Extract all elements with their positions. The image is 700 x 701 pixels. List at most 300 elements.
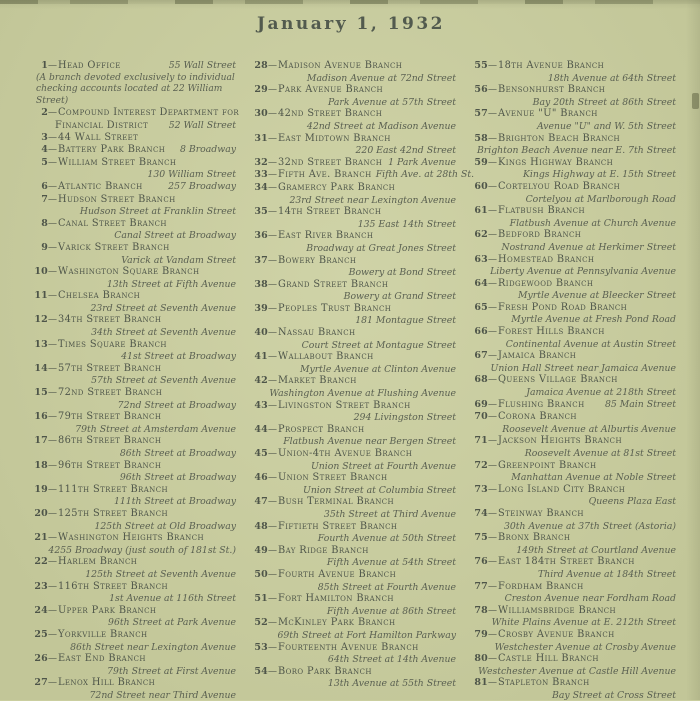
branch-name: 44 Wall Street <box>58 131 139 143</box>
branch-name: Madison Avenue Branch <box>278 60 403 71</box>
branch-name: Hudson Street Branch <box>58 193 176 205</box>
number-dash: — <box>48 436 57 447</box>
branch-name: Yorkville Branch <box>58 628 148 640</box>
branch-address: Fifth Ave. at 28th St. <box>375 169 475 181</box>
branch-number: 39 <box>254 302 268 314</box>
branch-address: Roosevelt Avenue at Alburtis Avenue <box>502 423 676 435</box>
number-dash: — <box>488 133 497 144</box>
branch-name: Livingston Street Branch <box>278 399 411 411</box>
branch-number: 29 <box>254 84 268 96</box>
branch-address: 23rd Street near Lexington Avenue <box>289 194 456 206</box>
branch-number: 8 <box>41 217 48 229</box>
branch-address: 257 Broadway <box>168 180 236 192</box>
branch-address: White Plains Avenue at E. 212th Street <box>491 617 676 629</box>
branch-directory <box>28 60 674 701</box>
branch-entry-line <box>468 350 676 363</box>
branch-entry <box>248 133 456 157</box>
branch-entry <box>248 351 456 375</box>
number-dash: — <box>488 327 497 338</box>
number-dash: — <box>488 581 497 592</box>
number-dash: — <box>48 194 57 205</box>
branch-address: 294 Livingston Street <box>353 412 456 424</box>
number-dash: — <box>268 255 277 266</box>
branch-address: Bowery at Grand Street <box>343 291 456 303</box>
branch-name: Flatbush Branch <box>498 205 585 217</box>
branch-name: 79th Street Branch <box>58 411 162 423</box>
branch-entry-line <box>468 629 676 642</box>
branch-name: Bensonhurst Branch <box>498 84 606 96</box>
branch-name: Corona Branch <box>498 411 577 423</box>
branch-entry-line <box>468 302 676 315</box>
branch-address: 18th Avenue at 64th Street <box>547 72 676 84</box>
branch-entry <box>248 593 456 617</box>
branch-name: Union-4th Avenue Branch <box>278 448 413 459</box>
branch-address: 96th Street at Broadway <box>119 472 236 484</box>
branch-entry-line <box>468 581 676 594</box>
branch-entry-line <box>28 605 236 618</box>
branch-address: Fifth Avenue at 86th Street <box>326 605 456 617</box>
number-dash: — <box>488 436 497 447</box>
branch-entry-line <box>28 157 236 170</box>
branch-name: Bowery Branch <box>278 254 357 266</box>
branch-name: Greenpoint Branch <box>498 459 597 471</box>
branch-entry-line <box>248 496 456 509</box>
branch-number: 37 <box>254 254 268 266</box>
branch-name: Head Office <box>58 60 121 71</box>
branch-number: 17 <box>34 435 48 447</box>
branch-address: Myrtle Avenue at Clinton Avenue <box>299 363 456 375</box>
branch-number: 23 <box>34 580 48 592</box>
branch-number: 66 <box>474 326 488 338</box>
number-dash: — <box>488 412 497 423</box>
branch-entry-line <box>28 435 236 448</box>
branch-entry <box>468 532 676 556</box>
branch-number: 10 <box>34 266 48 278</box>
branch-name: 57th Street Branch <box>58 362 162 374</box>
branch-entry <box>28 144 236 157</box>
branch-number: 75 <box>474 532 488 544</box>
branch-number: 28 <box>254 60 268 71</box>
branch-name: Washington Heights Branch <box>58 532 204 544</box>
branch-name: Union Street Branch <box>278 472 388 484</box>
branch-entry-line <box>28 132 236 145</box>
directory-column-2 <box>248 60 475 701</box>
branch-address: Fifth Avenue at 54th Street <box>326 557 456 569</box>
branch-entry <box>28 484 236 508</box>
branch-entry-line <box>28 387 236 400</box>
number-dash: — <box>488 181 497 192</box>
branch-entry-line <box>248 545 456 558</box>
number-dash: — <box>268 473 277 484</box>
number-dash: — <box>48 678 57 689</box>
branch-entry-line <box>248 84 456 97</box>
branch-name: Times Square Branch <box>58 338 167 350</box>
branch-address: 35th Street at Third Avenue <box>323 508 456 520</box>
branch-number: 3 <box>41 131 48 143</box>
branch-entry <box>468 484 676 508</box>
branch-number: 36 <box>254 230 268 242</box>
branch-entry-line <box>468 556 676 569</box>
branch-entry <box>28 132 236 145</box>
branch-entry <box>248 108 456 132</box>
branch-number: 40 <box>254 327 268 339</box>
branch-entry-line <box>28 181 236 194</box>
branch-name: 14th Street Branch <box>278 206 382 218</box>
branch-number: 38 <box>254 278 268 290</box>
branch-number: 6 <box>41 180 48 192</box>
branch-entry-line <box>248 448 456 461</box>
number-dash: — <box>48 108 57 119</box>
branch-address: 86th Street near Lexington Avenue <box>70 641 236 653</box>
branch-address: Union Hall Street near Jamaica Avenue <box>490 362 676 374</box>
branch-name: Upper Park Branch <box>58 604 157 616</box>
branch-number: 55 <box>474 60 488 71</box>
branch-name: Market Branch <box>278 375 357 387</box>
number-dash: — <box>488 678 497 689</box>
branch-address: 55 Wall Street <box>168 60 236 71</box>
branch-entry <box>468 399 676 412</box>
branch-entry-line <box>28 581 236 594</box>
number-dash: — <box>488 605 497 616</box>
number-dash: — <box>268 400 277 411</box>
branch-entry-line <box>248 424 456 437</box>
branch-name: 86th Street Branch <box>58 435 162 447</box>
branch-entry-line <box>28 460 236 473</box>
branch-entry <box>28 181 236 194</box>
branch-entry <box>28 653 236 677</box>
number-dash: — <box>488 157 497 168</box>
branch-entry-line <box>28 532 236 545</box>
page-title: January 1, 1932 <box>256 14 446 34</box>
branch-number: 51 <box>254 593 268 605</box>
branch-name: Williamsbridge Branch <box>498 604 617 616</box>
number-dash: — <box>268 182 277 193</box>
number-dash: — <box>488 109 497 120</box>
branch-entry <box>468 435 676 459</box>
number-dash: — <box>268 328 277 339</box>
branch-entry-line <box>248 642 456 655</box>
branch-number: 44 <box>254 423 268 435</box>
branch-entry-line <box>248 569 456 582</box>
branch-address: Avenue "U" and W. 5th Street <box>536 120 676 132</box>
branch-address: 41st Street at Broadway <box>121 351 236 363</box>
directory-column-3 <box>468 60 676 701</box>
branch-name: Steinway Branch <box>498 507 584 519</box>
branch-number: 7 <box>41 193 48 205</box>
number-dash: — <box>48 605 57 616</box>
branch-name: Bronx Branch <box>498 532 571 544</box>
branch-entry <box>468 229 676 253</box>
number-dash: — <box>48 484 57 495</box>
branch-number: 19 <box>34 483 48 495</box>
branch-entry-line <box>468 133 676 146</box>
branch-entry <box>28 677 236 701</box>
branch-entry-line <box>468 508 676 521</box>
branch-entry-line <box>468 229 676 242</box>
number-dash: — <box>488 557 497 568</box>
branch-number: 67 <box>474 350 488 362</box>
number-dash: — <box>48 242 57 253</box>
branch-entry-line <box>28 629 236 642</box>
number-dash: — <box>488 206 497 217</box>
branch-address: 23rd Street at Seventh Avenue <box>90 302 236 314</box>
branch-name: 96th Street Branch <box>58 459 162 471</box>
branch-note: (A branch devoted exclusively to individual checking accounts located at 22 William Street) <box>36 72 235 106</box>
number-dash: — <box>488 254 497 265</box>
page-edge-mark <box>692 93 699 109</box>
branch-entry-line <box>468 84 676 97</box>
branch-address: 1 Park Avenue <box>388 156 456 168</box>
branch-entry-line <box>468 411 676 424</box>
branch-entry <box>248 60 456 84</box>
branch-address: 86th Street at Broadway <box>119 448 236 459</box>
branch-name: Park Avenue Branch <box>278 84 384 96</box>
number-dash: — <box>488 61 497 71</box>
branch-entry <box>28 194 236 218</box>
branch-number: 49 <box>254 544 268 556</box>
branch-entry <box>28 435 236 459</box>
branch-address: 69th Street at Fort Hamilton Parkway <box>277 629 456 641</box>
branch-entry <box>248 255 456 279</box>
number-dash: — <box>48 581 57 592</box>
branch-name: Atlantic Branch <box>58 180 143 192</box>
branch-entry-line <box>468 605 676 618</box>
branch-name: Prospect Branch <box>278 423 365 435</box>
branch-entry <box>468 108 676 132</box>
branch-address: Canal Street at Broadway <box>114 230 236 242</box>
number-dash: — <box>48 132 57 143</box>
number-dash: — <box>48 291 57 302</box>
branch-address: 149th Street at Courtland Avenue <box>516 544 676 556</box>
branch-name: East River Branch <box>278 230 374 242</box>
branch-address: 72nd Street near Third Avenue <box>89 689 236 701</box>
branch-entry-line <box>248 617 456 630</box>
branch-number: 73 <box>474 483 488 495</box>
branch-entry-line <box>28 266 236 279</box>
branch-name: Brighton Beach Branch <box>498 132 621 144</box>
branch-address: 42nd Street at Madison Avenue <box>306 120 456 132</box>
branch-address: Washington Avenue at Flushing Avenue <box>269 388 456 400</box>
branch-entry <box>28 556 236 580</box>
branch-name: Forest Hills Branch <box>498 326 605 338</box>
branch-entry-line <box>248 279 456 292</box>
branch-number: 26 <box>34 653 48 665</box>
number-dash: — <box>268 545 277 556</box>
branch-entry <box>468 653 676 677</box>
branch-entry-line <box>28 653 236 666</box>
number-dash: — <box>268 666 277 677</box>
branch-address: Queens Plaza East <box>588 496 676 508</box>
number-dash: — <box>268 85 277 96</box>
branch-number: 53 <box>254 641 268 653</box>
branch-name: Varick Street Branch <box>58 241 170 253</box>
branch-entry <box>248 230 456 254</box>
number-dash: — <box>48 654 57 665</box>
branch-entry <box>468 326 676 350</box>
branch-address: Varick at Vandam Street <box>121 254 236 266</box>
branch-number: 27 <box>34 677 48 689</box>
directory-column-1 <box>28 60 240 701</box>
number-dash: — <box>268 170 277 181</box>
branch-entry-line <box>248 133 456 146</box>
branch-name: Queens Village Branch <box>498 374 618 386</box>
number-dash: — <box>268 61 277 71</box>
branch-number: 50 <box>254 568 268 580</box>
branch-entry <box>468 460 676 484</box>
branch-number: 77 <box>474 580 488 592</box>
branch-address: 1st Avenue at 116th Street <box>109 593 236 605</box>
branch-number: 9 <box>41 241 48 253</box>
branch-entry <box>28 314 236 338</box>
branch-name: Castle Hill Branch <box>498 653 599 665</box>
page-top-edge-shadow <box>0 0 700 4</box>
branch-address: Manhattan Avenue at Noble Street <box>511 472 676 484</box>
branch-entry <box>248 279 456 303</box>
branch-number: 57 <box>474 108 488 120</box>
branch-entry-line <box>468 278 676 291</box>
branch-address: 72nd Street at Broadway <box>117 399 236 411</box>
branch-name: Avenue "U" Branch <box>498 108 598 120</box>
branch-entry-line <box>28 218 236 231</box>
branch-entry <box>248 642 456 666</box>
branch-entry <box>248 545 456 569</box>
branch-entry <box>248 424 456 448</box>
branch-entry <box>28 532 236 556</box>
number-dash: — <box>488 629 497 640</box>
branch-entry <box>248 496 456 520</box>
branch-number: 76 <box>474 556 488 568</box>
number-dash: — <box>268 207 277 218</box>
branch-number: 64 <box>474 277 488 289</box>
branch-address: 125th Street at Old Broadway <box>94 520 236 532</box>
branch-number: 52 <box>254 617 268 629</box>
branch-address: Brighton Beach Avenue near E. 7th Street <box>476 145 676 157</box>
branch-address: 135 East 14th Street <box>357 218 456 230</box>
branch-number: 54 <box>254 665 268 677</box>
branch-entry <box>28 363 236 387</box>
branch-entry-line <box>468 157 676 170</box>
number-dash: — <box>488 460 497 471</box>
branch-entry <box>248 521 456 545</box>
branch-address: Bay Street at Cross Street <box>551 689 676 701</box>
branch-number: 80 <box>474 653 488 665</box>
branch-entry-line <box>248 327 456 340</box>
branch-number: 70 <box>474 411 488 423</box>
branch-name: Bush Terminal Branch <box>278 496 395 508</box>
branch-address: Park Avenue at 57th Street <box>328 96 456 108</box>
branch-entry <box>468 556 676 580</box>
branch-entry <box>468 60 676 84</box>
number-dash: — <box>268 376 277 387</box>
branch-entry-line <box>248 351 456 364</box>
branch-name: Gramercy Park Branch <box>278 181 396 193</box>
branch-number: 2 <box>41 107 48 119</box>
number-dash: — <box>268 569 277 580</box>
branch-name: Peoples Trust Branch <box>278 302 392 314</box>
branch-entry <box>248 84 456 108</box>
branch-address: 85 Main Street <box>604 398 676 410</box>
branch-number: 62 <box>474 229 488 241</box>
branch-entry <box>248 327 456 351</box>
branch-entry <box>248 472 456 496</box>
branch-name-continued: Financial District <box>55 119 149 131</box>
branch-name: East 184th Street Branch <box>498 556 635 568</box>
branch-number: 5 <box>41 156 48 168</box>
branch-entry-line <box>248 60 456 73</box>
branch-name: 116th Street Branch <box>58 580 168 592</box>
branch-number: 48 <box>254 520 268 532</box>
branch-entry-line <box>28 484 236 497</box>
branch-address: Liberty Avenue at Pennsylvania Avenue <box>490 266 676 278</box>
branch-entry-line <box>468 374 676 387</box>
branch-number: 35 <box>254 206 268 218</box>
branch-number: 18 <box>34 459 48 471</box>
branch-entry <box>248 182 456 206</box>
branch-name: 18th Avenue Branch <box>498 60 605 71</box>
branch-address: 79th Street at Amsterdam Avenue <box>75 423 236 435</box>
branch-name: Homestead Branch <box>498 253 595 265</box>
branch-address: Westchester Avenue at Crosby Avenue <box>494 641 676 653</box>
branch-address: 13th Street at Fifth Avenue <box>106 278 236 290</box>
branch-number: 59 <box>474 156 488 168</box>
branch-entry-line <box>28 60 236 73</box>
branch-entry-line <box>248 255 456 268</box>
number-dash: — <box>488 533 497 544</box>
number-dash: — <box>268 109 277 120</box>
branch-entry-line <box>248 182 456 195</box>
branch-entry <box>28 629 236 653</box>
branch-entry <box>468 677 676 701</box>
branch-number: 14 <box>34 362 48 374</box>
number-dash: — <box>268 157 277 168</box>
branch-entry <box>468 629 676 653</box>
branch-entry <box>248 569 456 593</box>
branch-number: 47 <box>254 496 268 508</box>
branch-entry-line <box>28 107 240 120</box>
branch-name: Harlem Branch <box>58 556 138 568</box>
branch-entry <box>248 206 456 230</box>
branch-name: Grand Street Branch <box>278 278 389 290</box>
branch-name: Compound Interest Department for <box>58 107 240 119</box>
branch-entry-line <box>468 399 676 412</box>
branch-entry <box>468 581 676 605</box>
branch-entry <box>468 278 676 302</box>
branch-address: Cortelyou at Marlborough Road <box>525 193 676 205</box>
branch-entry-line <box>468 108 676 121</box>
branch-entry <box>28 107 240 131</box>
branch-number: 81 <box>474 677 488 689</box>
number-dash: — <box>48 388 57 399</box>
branch-entry-line <box>468 205 676 218</box>
branch-entry <box>248 157 456 170</box>
branch-name: Crosby Avenue Branch <box>498 628 615 640</box>
branch-name: Battery Park Branch <box>58 144 166 156</box>
branch-name: Chelsea Branch <box>58 290 141 302</box>
number-dash: — <box>48 557 57 568</box>
number-dash: — <box>48 339 57 350</box>
branch-entry-line <box>248 169 475 182</box>
branch-entry-line <box>28 314 236 327</box>
branch-entry <box>28 387 236 411</box>
branch-name: Lenox Hill Branch <box>58 677 156 689</box>
branch-name: Jackson Heights Branch <box>498 435 622 447</box>
branch-name: Stapleton Branch <box>498 677 590 689</box>
branch-number: 13 <box>34 338 48 350</box>
number-dash: — <box>488 399 497 410</box>
number-dash: — <box>48 218 57 229</box>
branch-entry <box>248 400 456 424</box>
branch-entry <box>468 302 676 326</box>
